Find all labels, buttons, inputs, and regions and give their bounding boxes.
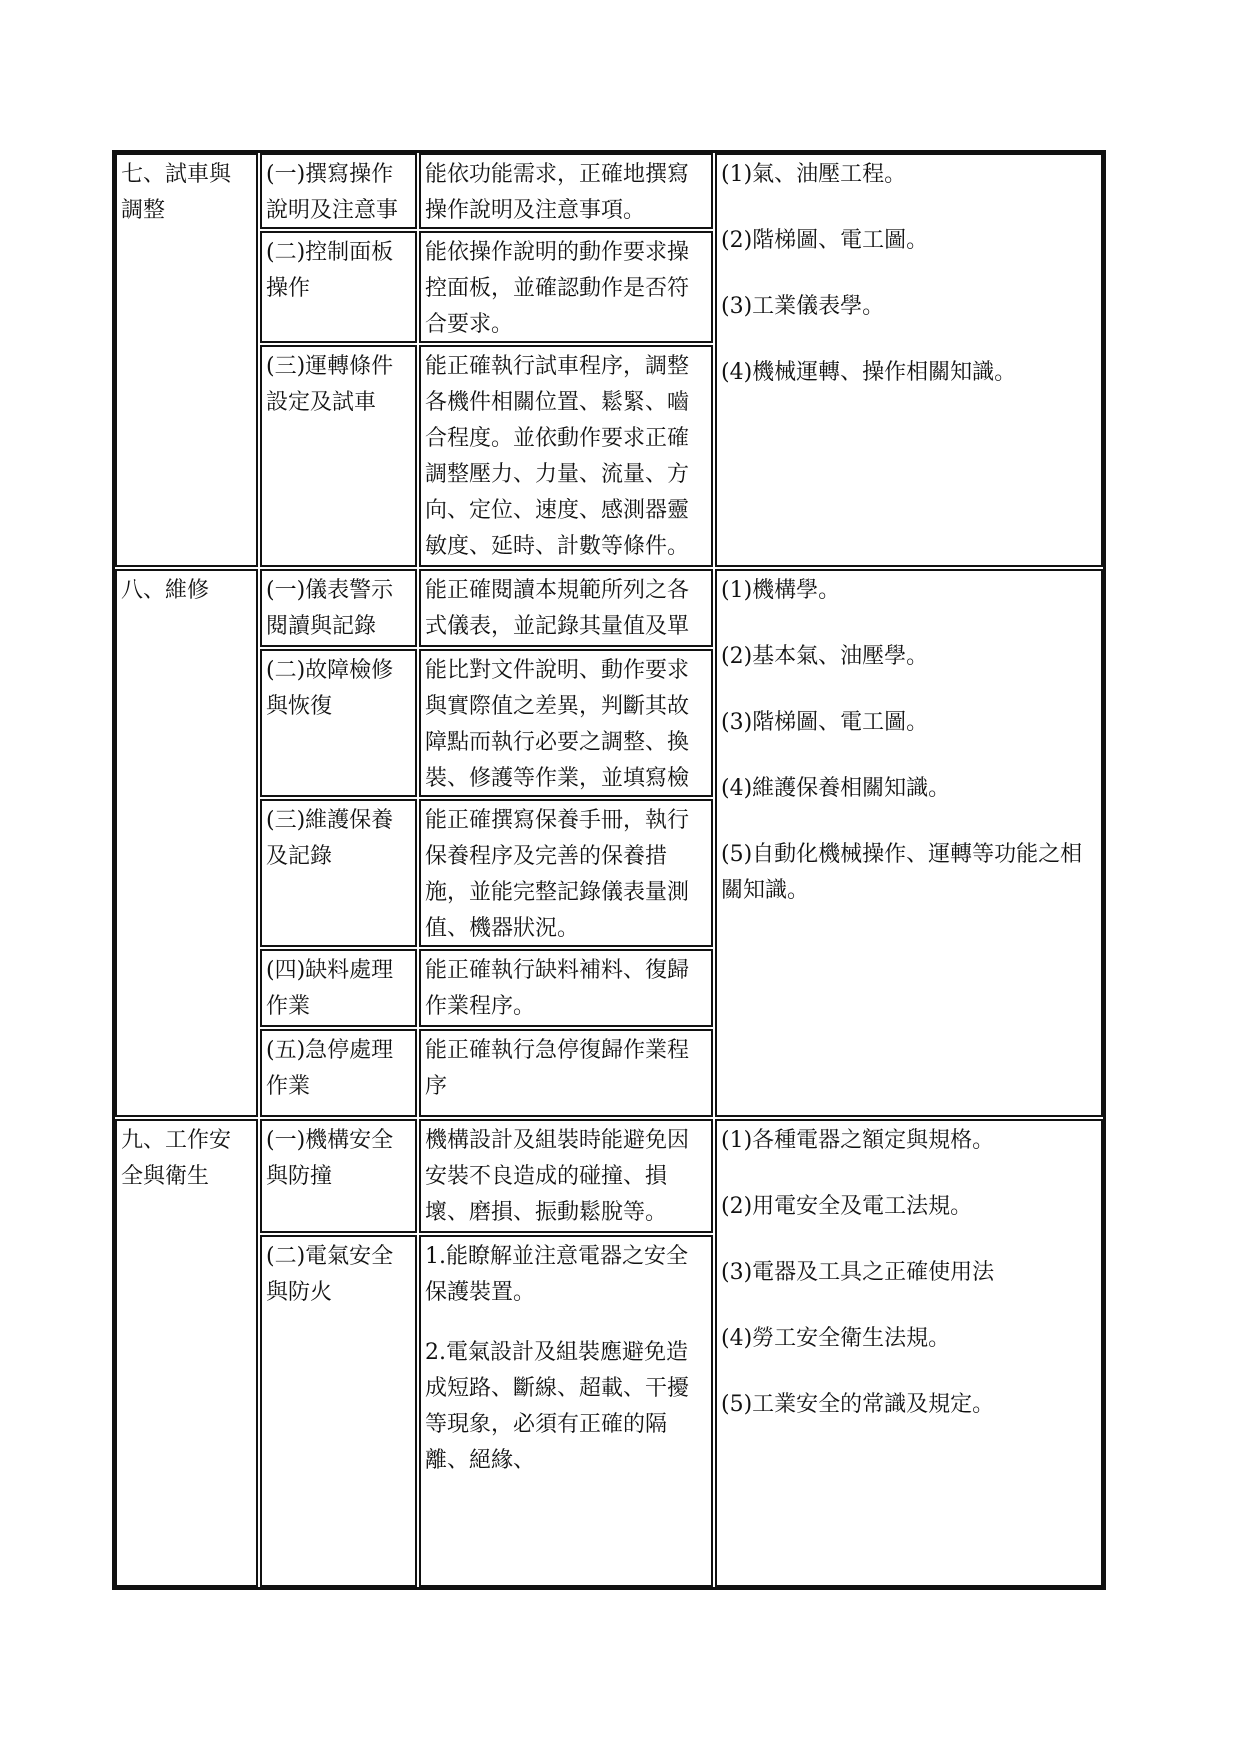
task-name-cell (260, 1235, 417, 1587)
task-desc: 能正確閱讀本規範所列之各式儀表，並記錄其量值及單 (425, 578, 690, 639)
knowledge-item: (3)電器及工具之正確使用法 (721, 1260, 995, 1285)
task-desc: 機構設計及組裝時能避免因安裝不良造成的碰撞、損壞、磨損、振動鬆脫等。 (425, 1128, 690, 1225)
knowledge-item: (2)用電安全及電工法規。 (721, 1194, 973, 1219)
item-cell (115, 153, 258, 567)
task-name: (五)急停處理作業 (266, 1038, 394, 1099)
task-desc: 能依功能需求，正確地撰寫操作說明及注意事項。 (425, 162, 690, 223)
task-name-cell (260, 1119, 417, 1233)
knowledge-item: (2)基本氣、油壓學。 (721, 644, 929, 669)
knowledge-cell (715, 153, 1103, 567)
item-cell (115, 569, 258, 1117)
task-desc-cell (419, 949, 713, 1027)
task-name: (一)儀表警示閱讀與記錄 (266, 578, 394, 639)
task-desc-cell (419, 569, 713, 647)
task-name-cell (260, 649, 417, 797)
task-desc: 能正確執行缺料補料、復歸作業程序。 (425, 958, 690, 1019)
task-name: (三)維護保養及記錄 (266, 808, 394, 869)
task-name: (四)缺料處理作業 (266, 958, 394, 1019)
task-name-cell (260, 799, 417, 947)
item-label: 八、維修 (121, 578, 210, 603)
item-label: 九、工作安全與衛生 (121, 1128, 232, 1189)
task-desc: 能依操作說明的動作要求操控面板，並確認動作是否符合要求。 (425, 240, 690, 337)
knowledge-item: (4)勞工安全衛生法規。 (721, 1326, 951, 1351)
task-name: (二)電氣安全與防火 (266, 1244, 394, 1305)
item-cell (115, 1119, 258, 1587)
task-name: (二)控制面板操作 (266, 240, 394, 301)
knowledge-item: (3)階梯圖、電工圖。 (721, 710, 929, 735)
task-name-cell (260, 153, 417, 229)
task-name-cell (260, 345, 417, 567)
knowledge-item: (3)工業儀表學。 (721, 294, 885, 319)
knowledge-cell (715, 1119, 1103, 1587)
knowledge-item: (4)維護保養相關知識。 (721, 776, 951, 801)
task-desc-cell (419, 153, 713, 229)
task-desc-cell (419, 1029, 713, 1117)
task-desc-cell (419, 1119, 713, 1233)
task-name-cell (260, 569, 417, 647)
task-desc-cell (419, 649, 713, 797)
knowledge-item: (1)機構學。 (721, 578, 841, 603)
task-desc: 能比對文件說明、動作要求與實際值之差異，判斷其故障點而執行必要之調整、換裝、修護等作業，並填寫檢 (425, 658, 690, 791)
task-desc-step: 1.能瞭解並注意電器之安全保護裝置。 (425, 1244, 688, 1305)
task-desc: 能正確撰寫保養手冊，執行保養程序及完善的保養措施，並能完整記錄儀表量測值、機器狀況。 (425, 808, 690, 941)
task-name: (一)撰寫操作說明及注意事 (266, 162, 399, 223)
task-desc-cell (419, 799, 713, 947)
knowledge-item: (2)階梯圖、電工圖。 (721, 228, 929, 253)
task-desc: 能正確執行試車程序，調整各機件相關位置、鬆緊、嚙合程度。並依動作要求正確調整壓力、力量、流量、方向、定位、速度、感測器靈敏度、延時、計數等條件。 (425, 354, 690, 559)
knowledge-item: (5)自動化機械操作、運轉等功能之相關知識。 (721, 842, 1083, 903)
task-desc-cell (419, 1235, 713, 1587)
task-desc-step: 2.電氣設計及組裝應避免造成短路、斷線、超載、干擾等現象，必須有正確的隔離、絕緣、 (425, 1340, 690, 1473)
knowledge-item: (4)機械運轉、操作相關知識。 (721, 360, 1017, 385)
task-name: (三)運轉條件設定及試車 (266, 354, 394, 415)
knowledge-item: (5)工業安全的常識及規定。 (721, 1392, 995, 1417)
task-name-cell (260, 1029, 417, 1117)
knowledge-item: (1)氣、油壓工程。 (721, 162, 907, 187)
knowledge-item: (1)各種電器之額定與規格。 (721, 1128, 995, 1153)
task-name: (二)故障檢修與恢復 (266, 658, 394, 719)
task-desc: 能正確執行急停復歸作業程序 (425, 1038, 690, 1099)
task-desc-cell (419, 345, 713, 567)
task-name-cell (260, 231, 417, 343)
task-name: (一)機構安全與防撞 (266, 1128, 394, 1189)
knowledge-cell (715, 569, 1103, 1117)
task-name-cell (260, 949, 417, 1027)
item-label: 七、試車與調整 (121, 162, 232, 223)
competency-table (112, 150, 1106, 1590)
task-desc-cell (419, 231, 713, 343)
